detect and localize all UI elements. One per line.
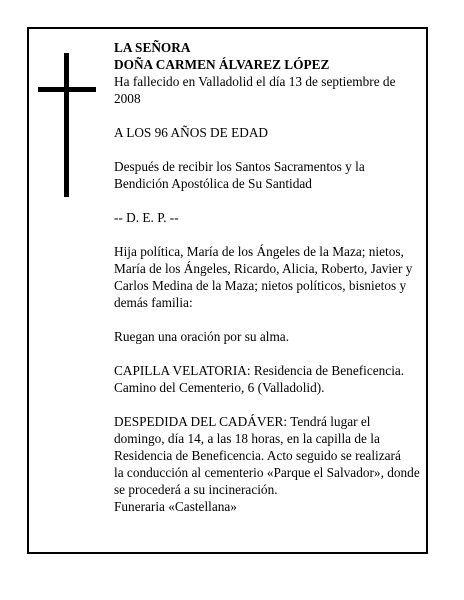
- title-line-1: LA SEÑORA: [114, 40, 191, 55]
- farewell-line-2: domingo, día 14, a las 18 horas, en la capilla de la: [114, 431, 380, 446]
- family-line-1: Hija política, María de los Ángeles de la Maza; nietos,: [114, 244, 404, 259]
- farewell-line-4: la conducción al cementerio «Parque el Salvador», donde: [114, 465, 420, 480]
- farewell-line-3: Residencia de Beneficencia. Acto seguido se realizará: [114, 448, 401, 463]
- prayer-line: Ruegan una oración por su alma.: [114, 329, 290, 344]
- title-line-2: DOÑA CARMEN ÁLVAREZ LÓPEZ: [114, 57, 330, 72]
- death-line-1: Ha fallecido en Valladolid el día 13 de septiembre de: [114, 74, 396, 89]
- age-line: A LOS 96 AÑOS DE EDAD: [114, 125, 269, 140]
- sacraments-line-1: Después de recibir los Santos Sacramentos y la: [114, 159, 365, 174]
- chapel-line-2: Camino del Cementerio, 6 (Valladolid).: [114, 380, 325, 395]
- family-line-4: demás familia:: [114, 295, 193, 310]
- cross-icon-bar: [38, 87, 96, 92]
- chapel-line-1: CAPILLA VELATORIA: Residencia de Beneficencia.: [114, 363, 405, 378]
- farewell-line-5: se procederá a su incineración.: [114, 482, 278, 497]
- family-line-3: Carlos Medina de la Maza; nietos políticos, bisnietos y: [114, 278, 407, 293]
- sacraments-line-2: Bendición Apostólica de Su Santidad: [114, 176, 312, 191]
- rip-line: -- D. E. P. --: [114, 210, 179, 225]
- farewell-line-1: DESPEDIDA DEL CADÁVER: Tendrá lugar el: [114, 414, 371, 429]
- funeral-home: Funeraria «Castellana»: [114, 499, 237, 514]
- death-line-2: 2008: [114, 91, 141, 106]
- cross-icon: [64, 53, 69, 197]
- notice-text: [114, 39, 432, 515]
- family-line-2: María de los Ángeles, Ricardo, Alicia, Roberto, Javier y: [114, 261, 413, 276]
